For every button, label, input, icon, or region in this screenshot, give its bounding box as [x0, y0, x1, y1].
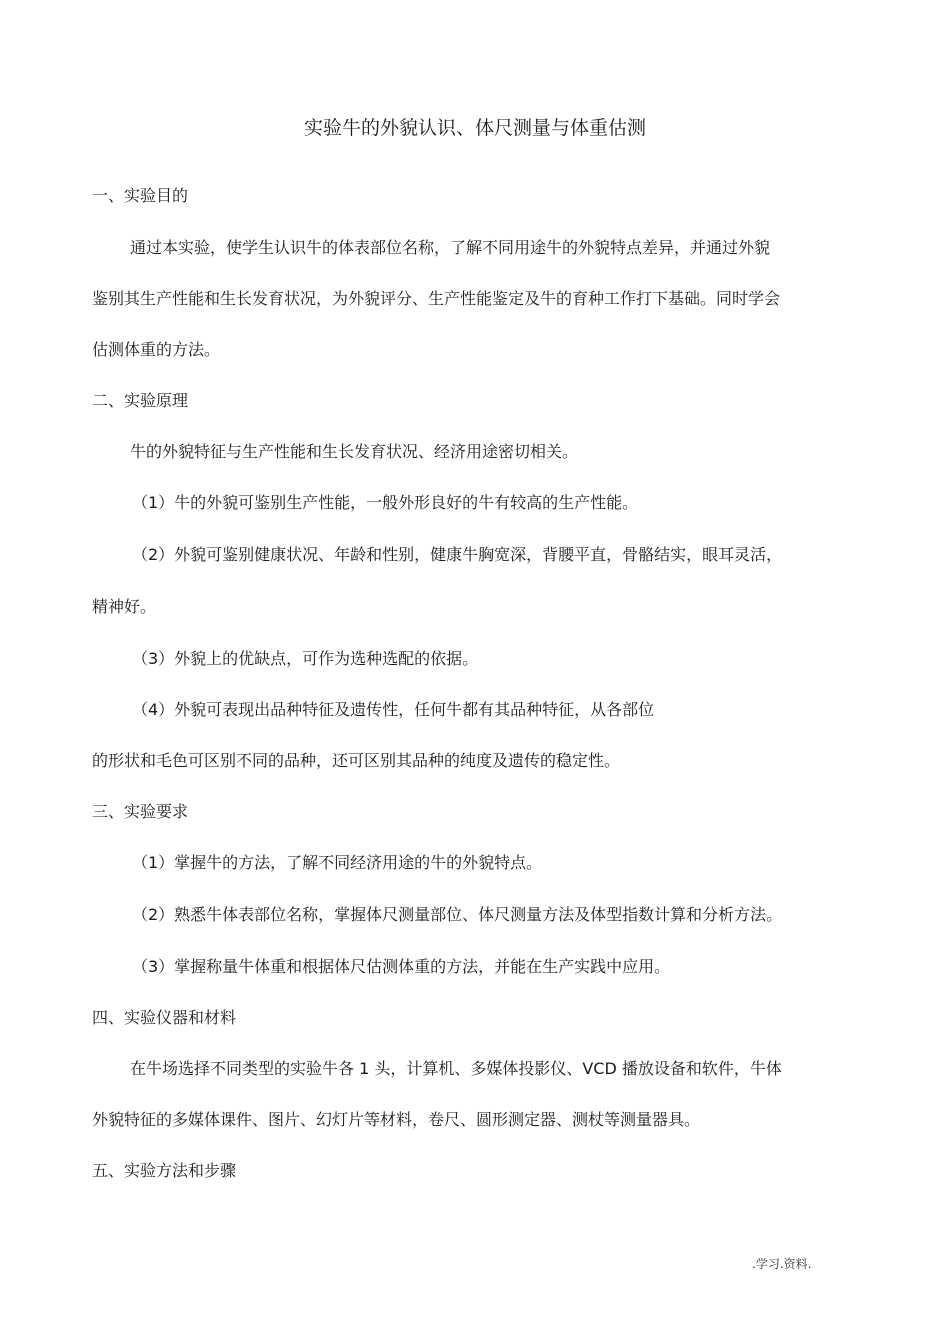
- paragraph-line: 估测体重的方法。: [92, 340, 221, 359]
- list-item: （4）外貌可表现出品种特征及遗传性，任何牛都有其品种特征，从各部位: [132, 700, 655, 719]
- section-heading-1: 一、实验目的: [92, 186, 189, 205]
- paragraph-line: 牛的外貌特征与生产性能和生长发育状况、经济用途密切相关。: [130, 442, 579, 461]
- list-item: （3）外貌上的优缺点，可作为选种选配的依据。: [132, 649, 479, 668]
- paragraph-line: 的形状和毛色可区别不同的品种，还可区别其品种的纯度及遗传的稳定性。: [92, 751, 621, 770]
- paragraph-line: 精神好。: [92, 597, 157, 616]
- paragraph-line: 鉴别其生产性能和生长发育状况，为外貌评分、生产性能鉴定及牛的育种工作打下基础。同时学会: [92, 289, 781, 308]
- document-title: 实验牛的外貌认识、体尺测量与体重估测: [303, 117, 646, 139]
- list-item: （2）熟悉牛体表部位名称，掌握体尺测量部位、体尺测量方法及体型指数计算和分析方法。: [132, 905, 783, 924]
- section-heading-2: 二、实验原理: [92, 391, 189, 410]
- section-heading-5: 五、实验方法和步骤: [92, 1161, 237, 1180]
- section-heading-4: 四、实验仪器和材料: [92, 1008, 237, 1027]
- page-footer: .学习.资料.: [752, 1257, 812, 1271]
- list-item: （1）掌握牛的方法，了解不同经济用途的牛的外貌特点。: [132, 853, 543, 872]
- section-heading-3: 三、实验要求: [92, 802, 189, 821]
- list-item: （3）掌握称量牛体重和根据体尺估测体重的方法，并能在生产实践中应用。: [132, 957, 671, 976]
- paragraph-line: 在牛场选择不同类型的实验牛各 1 头，计算机、多媒体投影仪、VCD 播放设备和软件，牛体: [130, 1059, 782, 1078]
- paragraph-line: 通过本实验，使学生认识牛的体表部位名称，了解不同用途牛的外貌特点差异，并通过外貌: [130, 238, 771, 257]
- list-item: （2）外貌可鉴别健康状况、年龄和性别，健康牛胸宽深，背腰平直，骨骼结实，眼耳灵活，: [132, 545, 783, 564]
- paragraph-line: 外貌特征的多媒体课件、图片、幻灯片等材料，卷尺、圆形测定器、测杖等测量器具。: [92, 1110, 701, 1129]
- list-item: （1）牛的外貌可鉴别生产性能，一般外形良好的牛有较高的生产性能。: [132, 493, 639, 512]
